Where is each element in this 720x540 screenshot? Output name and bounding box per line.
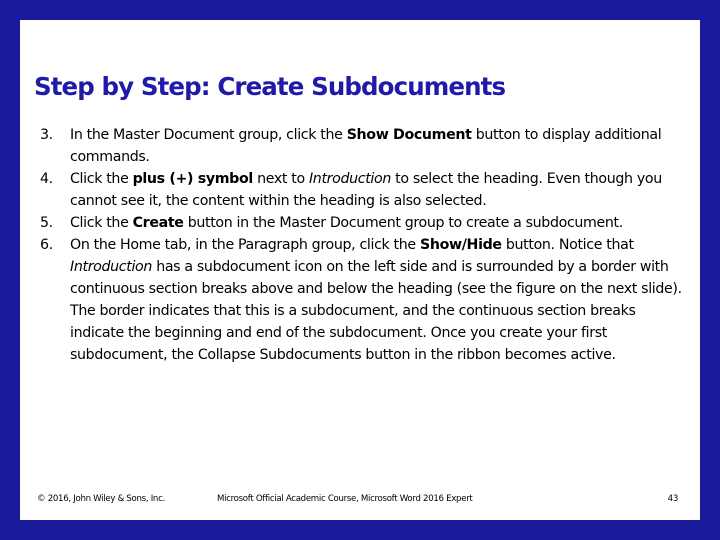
step-bold-term: plus (+) symbol <box>132 171 253 187</box>
step-text: Click the <box>70 215 133 231</box>
step-3 <box>34 124 690 168</box>
step-text: button. Notice that <box>501 237 634 253</box>
step-text: Click the <box>70 171 133 187</box>
step-list <box>34 124 690 366</box>
step-bold-term: Show Document <box>346 127 472 143</box>
step-text: to select the heading. Even though you cannot see it, the content within the heading is also selected. <box>70 171 662 209</box>
step-text: In the Master Document group, click the <box>70 127 347 143</box>
step-text: has a subdocument icon on the left side and is surrounded by a border with continuous section breaks above and below the heading (see the figure on the next slide). The border indicates that this is a subdocument, and the continuous section breaks indicate the beginning and end of the subdocument. Once you create your first subdocument, the Collapse Subdocuments button in the ribbon becomes active. <box>70 259 682 363</box>
footer-copyright: © 2016, John Wiley & Sons, Inc. <box>37 494 165 504</box>
step-number: 6. <box>40 237 53 253</box>
footer-course: Microsoft Official Academic Course, Microsoft Word 2016 Expert <box>217 494 473 504</box>
step-bold-term: Create <box>132 215 184 231</box>
slide-title: Step by Step: Create Subdocuments <box>34 72 506 101</box>
step-text: button in the Master Document group to create a subdocument. <box>183 215 623 231</box>
step-italic-term: Introduction <box>70 259 153 275</box>
step-6 <box>34 234 690 366</box>
slide <box>20 20 700 520</box>
page-number: 43 <box>667 494 678 504</box>
step-bold-term: Show/Hide <box>419 237 502 253</box>
step-number: 5. <box>40 215 53 231</box>
step-5 <box>34 212 690 234</box>
step-number: 4. <box>40 171 53 187</box>
step-4 <box>34 168 690 212</box>
step-text: next to <box>252 171 309 187</box>
step-number: 3. <box>40 127 53 143</box>
step-text: button to display additional commands. <box>70 127 662 165</box>
step-italic-term: Introduction <box>308 171 391 187</box>
step-text: On the Home tab, in the Paragraph group, click the <box>70 237 420 253</box>
